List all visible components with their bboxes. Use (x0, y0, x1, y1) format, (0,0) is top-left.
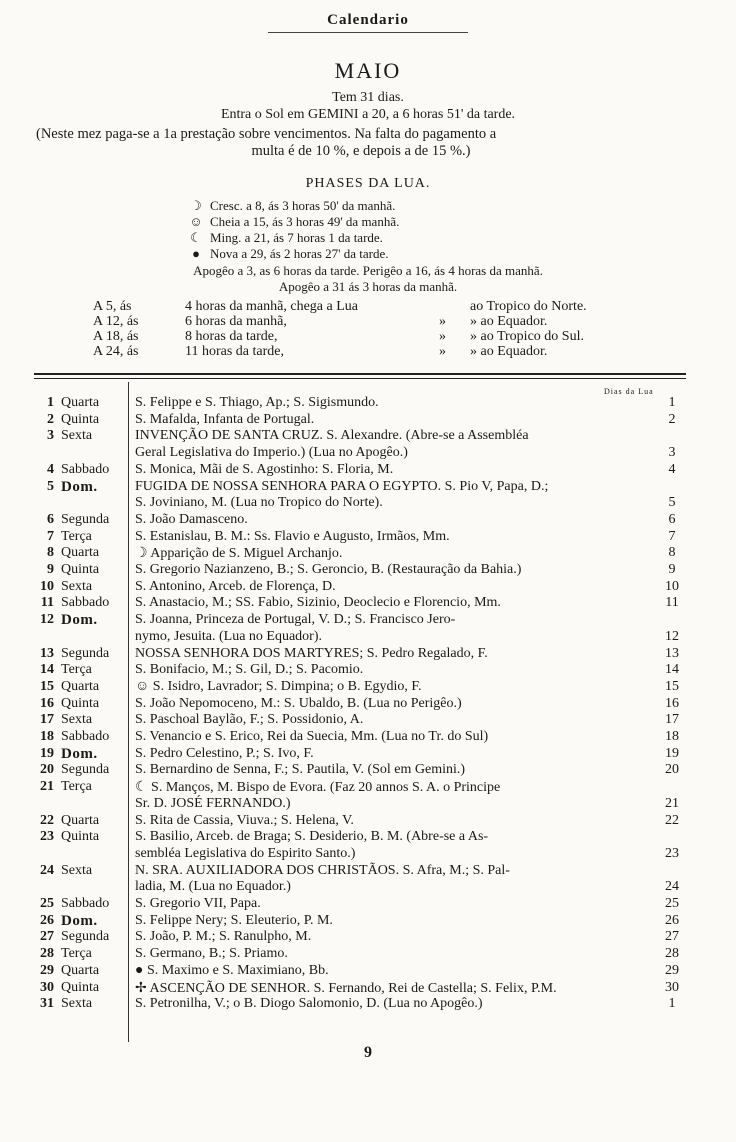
table-row (0, 679, 736, 696)
weekday: Quinta (61, 829, 100, 845)
moon-phase-text: Cheia a 15, ás 3 horas 49' da manhã. (210, 214, 400, 229)
table-row (0, 412, 736, 429)
tropic-text: 6 horas da manhã, (185, 314, 287, 329)
table-row (0, 428, 736, 461)
moon-age: 3 (668, 445, 676, 461)
header-rule (268, 32, 468, 33)
saints-text: S. João Nepomoceno, M.: S. Ubaldo, B. (Lua no Perigêo.) (135, 695, 462, 711)
saints-text: ☺ S. Isidro, Lavrador; S. Dimpina; o B. Egydio, F. (135, 678, 422, 694)
saints-text: ☽ Apparição de S. Miguel Archanjo. (135, 546, 343, 562)
moon-age: 9 (668, 562, 676, 577)
weekday: Quarta (61, 678, 100, 694)
day-number: 8 (47, 545, 54, 561)
apogee-line-2: Apogêo a 31 ás 3 horas da manhã. (278, 279, 458, 294)
moon-age: 20 (665, 762, 679, 778)
running-head: Calendario (327, 12, 409, 28)
moon-age: 4 (668, 461, 676, 477)
weekday: Quinta (61, 979, 100, 995)
table-row (0, 996, 736, 1013)
moon-age: 5 (668, 495, 676, 511)
weekday: Sabbado (61, 729, 110, 744)
table-row (0, 813, 736, 830)
tropic-text: 11 horas da tarde, (185, 344, 284, 359)
tropic-quote: » (439, 344, 446, 359)
moon-age: 1 (668, 395, 676, 410)
saints-text: S. Monica, Mãi de S. Agostinho: S. Floria, M. (135, 461, 394, 477)
table-row (0, 863, 736, 896)
moon-age: 23 (665, 845, 679, 861)
moon-age: 11 (665, 595, 679, 611)
apogee-line-1: Apogêo a 3, as 6 horas da tarde. Perigêo a 16, ás 4 horas da manhã. (193, 263, 543, 278)
day-number: 4 (47, 461, 54, 477)
payment-note-line1: (Neste mez paga-se a 1a prestação sobre vencimentos. Na falta do pagamento a (36, 126, 497, 142)
table-row (0, 779, 736, 812)
saints-text: nymo, Jesuita. (Lua no Equador). (135, 628, 323, 644)
moon-age: 6 (668, 511, 676, 527)
day-number: 1 (47, 395, 54, 410)
day-number: 17 (40, 712, 54, 728)
moon-phase-icon: ● (192, 246, 200, 261)
saints-text: S. Bernardino de Senna, F.; S. Pautila, V. (Sol em Gemini.) (135, 762, 466, 778)
saints-text: S. Felippe e S. Thiago, Ap.; S. Sigismundo. (135, 395, 379, 410)
tropic-dest: » ao Equador. (470, 344, 548, 359)
moon-phase-icon: ☾ (190, 230, 202, 245)
tropic-dest: » ao Equador. (470, 314, 548, 329)
weekday: Sabbado (61, 595, 110, 611)
weekday: Quarta (61, 545, 100, 561)
saints-text: S. Rita de Cassia, Viuva.; S. Helena, V. (135, 812, 354, 828)
saints-text: Sr. D. JOSÉ FERNANDO.) (135, 795, 291, 811)
day-number: 14 (40, 662, 54, 678)
moon-age: 26 (665, 912, 679, 928)
table-row (0, 395, 736, 412)
day-number: 27 (40, 929, 54, 945)
day-number: 13 (40, 645, 54, 661)
day-number: 31 (40, 996, 54, 1012)
weekday: Quarta (61, 962, 100, 978)
saints-text: S. Paschoal Baylão, F.; S. Possidonio, A. (135, 712, 364, 728)
day-number: 3 (47, 428, 54, 444)
day-number: 22 (40, 812, 54, 828)
table-row (0, 479, 736, 512)
tropic-date: A 24, ás (93, 344, 139, 359)
moon-age: 19 (665, 745, 679, 761)
weekday: Terça (61, 946, 92, 962)
saints-text: S. Gregorio VII, Papa. (135, 896, 261, 911)
moon-age: 27 (665, 929, 679, 945)
table-row (0, 512, 736, 529)
table-row (0, 646, 736, 663)
saints-text: S. João Damasceno. (135, 511, 248, 527)
table-row (0, 746, 736, 763)
moon-age: 22 (665, 812, 679, 828)
tropic-date: A 18, ás (93, 329, 139, 344)
table-row (0, 696, 736, 713)
table-row (0, 929, 736, 946)
saints-text: S. Joviniano, M. (Lua no Tropico do Norte). (135, 495, 383, 511)
moon-phase-icon: ☺ (189, 214, 203, 229)
table-row (0, 829, 736, 862)
weekday: Terça (61, 528, 92, 544)
weekday: Quinta (61, 562, 100, 577)
saints-text: S. Pedro Celestino, P.; S. Ivo, F. (135, 745, 314, 761)
tropic-dest: ao Tropico do Norte. (470, 299, 587, 314)
moon-phase-item (188, 213, 399, 230)
weekday: Dom. (61, 478, 98, 495)
tropic-quote: » (439, 329, 446, 344)
moon-age: 21 (665, 795, 679, 811)
tropic-item (93, 343, 547, 360)
table-top-rule-thin (34, 378, 686, 379)
page-number: 9 (364, 1044, 372, 1061)
table-row (0, 529, 736, 546)
day-number: 11 (40, 595, 54, 611)
payment-note-line2: multa é de 10 %, e depois a de 15 %.) (251, 143, 471, 159)
weekday: Terça (61, 662, 92, 678)
day-number: 24 (40, 862, 54, 878)
weekday: Quarta (61, 395, 100, 410)
weekday: Segunda (61, 929, 110, 945)
saints-text: S. Bonifacio, M.; S. Gil, D.; S. Pacomio. (135, 662, 364, 678)
moon-age: 12 (665, 628, 679, 644)
weekday: Segunda (61, 511, 110, 527)
day-number: 7 (47, 528, 54, 544)
table-row (0, 612, 736, 645)
tropic-text: 8 horas da tarde, (185, 329, 278, 344)
moon-phase-icon: ☽ (190, 198, 202, 213)
days-count: Tem 31 dias. (332, 90, 404, 105)
moon-phase-item (188, 245, 389, 262)
payment-note (36, 126, 686, 160)
day-number: 23 (40, 829, 54, 845)
table-row (0, 462, 736, 479)
saints-text: N. SRA. AUXILIADORA DOS CHRISTÃOS. S. Afra, M.; S. Pal- (135, 862, 510, 878)
saints-text: Geral Legislativa do Imperio.) (Lua no Apogêo.) (135, 445, 408, 461)
weekday: Sabbado (61, 461, 110, 477)
table-row (0, 762, 736, 779)
moon-age: 29 (665, 962, 679, 978)
table-row (0, 913, 736, 930)
day-number: 25 (40, 896, 54, 911)
saints-text: ● S. Maximo e S. Maximiano, Bb. (135, 962, 329, 978)
moon-age: 18 (665, 729, 679, 744)
day-number: 18 (40, 729, 54, 744)
moon-age: 13 (665, 645, 679, 661)
saints-text: S. Joanna, Princeza de Portugal, V. D.; S. Francisco Jero- (135, 612, 456, 628)
moon-age: 10 (665, 578, 679, 594)
weekday: Sexta (61, 578, 93, 594)
day-number: 26 (40, 912, 54, 928)
moon-age: 28 (665, 946, 679, 962)
moon-age: 25 (665, 896, 679, 911)
moon-age-header: Dias da Lua (604, 387, 654, 396)
saints-text: FUGIDA DE NOSSA SENHORA PARA O EGYPTO. S. Pio V, Papa, D.; (135, 478, 549, 494)
moon-age: 8 (668, 545, 676, 561)
weekday: Dom. (61, 912, 98, 929)
saints-text: NOSSA SENHORA DOS MARTYRES; S. Pedro Regalado, F. (135, 645, 488, 661)
moon-age: 17 (665, 712, 679, 728)
day-number: 21 (40, 779, 54, 795)
day-number: 19 (40, 745, 54, 761)
saints-text: ☾ S. Manços, M. Bispo de Evora. (Faz 20 annos S. A. o Principe (135, 780, 501, 796)
tropic-dest: » ao Tropico do Sul. (470, 329, 584, 344)
table-row (0, 579, 736, 596)
sun-entry: Entra o Sol em GEMINI a 20, a 6 horas 51' da tarde. (220, 107, 516, 122)
table-row (0, 963, 736, 980)
moon-age: 1 (668, 996, 676, 1012)
moon-phase-item (188, 229, 383, 246)
moon-age: 15 (665, 678, 679, 694)
tropic-text: 4 horas da manhã, chega a Lua (185, 299, 358, 314)
moon-age: 16 (665, 695, 679, 711)
saints-text: sembléa Legislativa do Espirito Santo.) (135, 845, 356, 861)
moon-phases-title: PHASES DA LUA. (305, 176, 431, 191)
saints-text: S. Felippe Nery; S. Eleuterio, P. M. (135, 912, 333, 928)
saints-text: ladia, M. (Lua no Equador.) (135, 879, 291, 895)
day-number: 6 (47, 511, 54, 527)
table-top-rule (34, 373, 686, 375)
saints-text: S. Anastacio, M.; SS. Fabio, Sizinio, Deoclecio e Florencio, Mm. (135, 595, 501, 611)
table-row (0, 662, 736, 679)
table-row (0, 946, 736, 963)
weekday: Sexta (61, 862, 93, 878)
weekday: Dom. (61, 745, 98, 762)
saints-text: S. Germano, B.; S. Priamo. (135, 946, 288, 962)
day-number: 12 (40, 612, 54, 628)
weekday: Sexta (61, 996, 93, 1012)
moon-phase-text: Nova a 29, ás 2 horas 27' da tarde. (210, 246, 389, 261)
saints-text: INVENÇÃO DE SANTA CRUZ. S. Alexandre. (Abre-se a Assembléa (135, 428, 529, 444)
moon-age: 7 (668, 528, 676, 544)
day-number: 20 (40, 762, 54, 778)
saints-text: S. João, P. M.; S. Ranulpho, M. (135, 929, 312, 945)
tropic-quote: » (439, 314, 446, 329)
table-row (0, 980, 736, 997)
saints-text: S. Basilio, Arceb. de Braga; S. Desiderio, B. M. (Abre-se a As- (135, 829, 489, 845)
saints-text: S. Venancio e S. Erico, Rei da Suecia, Mm. (Lua no Tr. do Sul) (135, 729, 489, 744)
tropic-date: A 5, ás (93, 299, 132, 314)
weekday: Dom. (61, 612, 98, 629)
tropic-date: A 12, ás (93, 314, 139, 329)
day-number: 29 (40, 962, 54, 978)
moon-age: 14 (665, 662, 679, 678)
saints-text: S. Mafalda, Infanta de Portugal. (135, 411, 315, 427)
day-number: 9 (47, 562, 54, 577)
table-row (0, 595, 736, 612)
month-title: MAIO (334, 58, 402, 83)
weekday: Quarta (61, 812, 100, 828)
weekday: Segunda (61, 762, 110, 778)
table-row (0, 562, 736, 579)
moon-age: 2 (668, 411, 676, 427)
weekday: Quinta (61, 411, 100, 427)
day-number: 10 (40, 578, 54, 594)
moon-phase-text: Ming. a 21, ás 7 horas 1 da tarde. (210, 230, 383, 245)
day-number: 5 (47, 478, 54, 494)
day-number: 28 (40, 946, 54, 962)
table-row (0, 712, 736, 729)
weekday: Sexta (61, 428, 93, 444)
weekday: Sexta (61, 712, 93, 728)
moon-phase-item (188, 197, 395, 214)
moon-age: 30 (665, 979, 679, 995)
table-row (0, 545, 736, 562)
day-number: 15 (40, 678, 54, 694)
weekday: Terça (61, 779, 92, 795)
saints-text: S. Estanislau, B. M.: Ss. Flavio e Augusto, Irmãos, Mm. (135, 528, 450, 544)
table-row (0, 729, 736, 746)
moon-age: 24 (665, 879, 679, 895)
moon-phase-text: Cresc. a 8, ás 3 horas 50' da manhã. (210, 198, 396, 213)
day-number: 30 (40, 979, 54, 995)
day-number: 2 (47, 411, 54, 427)
saints-text: S. Gregorio Nazianzeno, B.; S. Geroncio, B. (Restauração da Bahia.) (135, 562, 522, 577)
day-number: 16 (40, 695, 54, 711)
saints-text: S. Antonino, Arceb. de Florença, D. (135, 578, 336, 594)
weekday: Segunda (61, 645, 110, 661)
weekday: Quinta (61, 695, 100, 711)
weekday: Sabbado (61, 896, 110, 911)
saints-text: ✢ ASCENÇÃO DE SENHOR. S. Fernando, Rei de Castella; S. Felix, P.M. (135, 980, 557, 996)
saints-text: S. Petronilha, V.; o B. Diogo Salomonio, D. (Lua no Apogêo.) (135, 996, 483, 1012)
table-row (0, 896, 736, 913)
